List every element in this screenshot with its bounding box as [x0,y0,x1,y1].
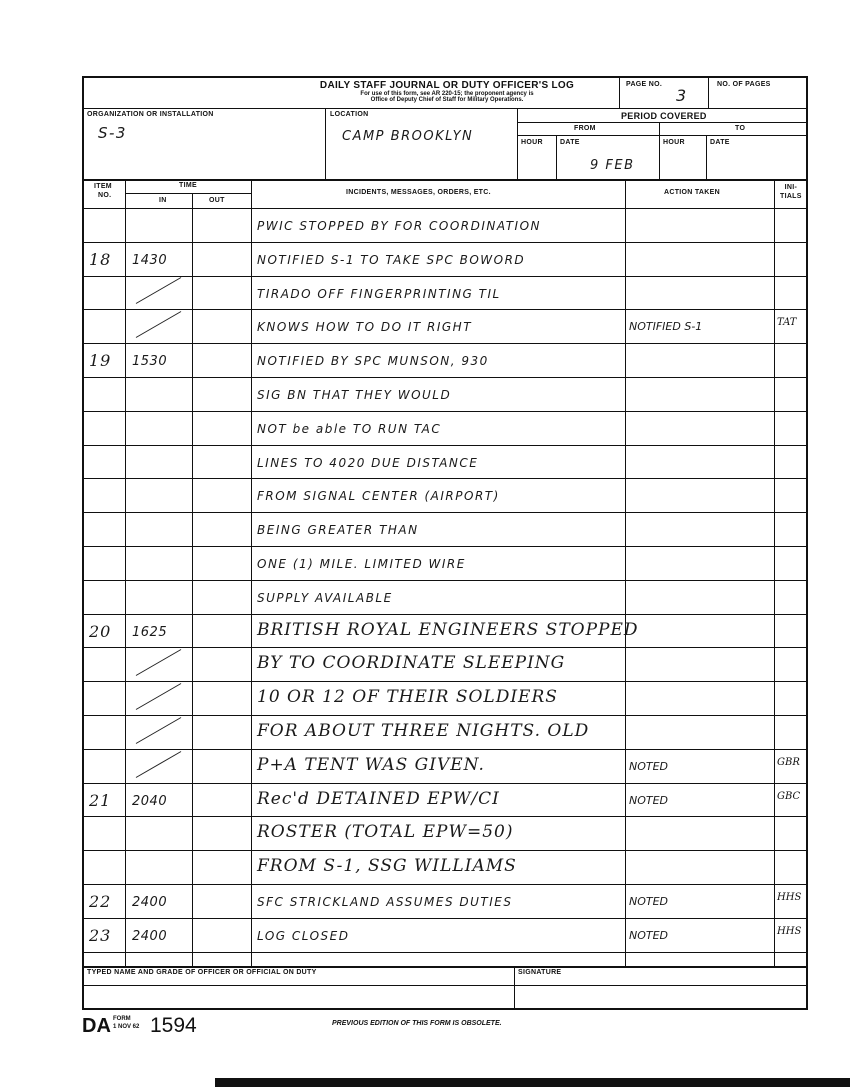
org-value: S-3 [98,124,127,142]
row-item-no: 18 [89,249,112,269]
time-strike-mark [136,277,182,304]
location-value: CAMP BROOKLYN [342,129,474,144]
row-incident-text: PWIC STOPPED BY FOR COORDINATION [257,219,541,233]
page-no-value: 3 [676,86,688,105]
page-no-label: PAGE NO. [626,81,663,88]
footer-da: DA [82,1015,111,1037]
footer-note: PREVIOUS EDITION OF THIS FORM IS OBSOLETE. [332,1020,502,1027]
row-item-no: 20 [89,621,112,641]
form-subtitle-2: Office of Deputy Chief of Staff for Military Operations. [370,97,524,103]
from-label: FROM [574,125,596,132]
row-time-in: 1430 [132,252,168,268]
location-label: LOCATION [330,111,369,118]
from-hour-label: HOUR [521,139,543,146]
officer-label: TYPED NAME AND GRADE OF OFFICER OR OFFICIAL ON DUTY [87,969,317,976]
row-time-in: 1530 [132,354,168,370]
row-time-in: 1625 [132,624,168,640]
period-label: PERIOD COVERED [621,111,707,121]
row-action-taken: NOTED [629,895,669,908]
row-item-no: 23 [89,925,112,945]
row-item-no: 21 [89,790,112,810]
time-label: TIME [179,182,197,189]
to-hour-label: HOUR [663,139,685,146]
row-action-taken: NOTIFIED S-1 [629,320,703,334]
row-incident-text: 10 OR 12 OF THEIR SOLDIERS [257,687,558,708]
time-strike-mark [136,311,182,338]
row-incident-text: Rec'd DETAINED EPW/CI [257,788,500,809]
time-in-label: IN [159,197,167,204]
row-initials: HHS [777,892,802,903]
row-item-no: 22 [89,892,112,911]
row-action-taken: NOTED [629,759,669,773]
row-item-no: 19 [89,351,112,371]
row-action-taken: NOTED [629,793,669,807]
initials-label: INI- TIALS [780,184,802,200]
from-date-value: 9 FEB [590,158,635,173]
row-incident-text: FROM S-1, SSG WILLIAMS [257,856,517,877]
org-label: ORGANIZATION OR INSTALLATION [87,111,214,118]
row-incident-text: NOTIFIED S-1 TO TAKE SPC BOWORD [257,252,526,267]
item-label: ITEM [94,183,112,190]
time-strike-mark [136,649,182,676]
row-time-in: 2400 [132,895,168,910]
row-incident-text: SUPPLY AVAILABLE [257,590,393,605]
row-incident-text: BRITISH ROYAL ENGINEERS STOPPED [257,619,639,640]
row-incident-text: SIG BN THAT THEY WOULD [257,388,452,402]
row-incident-text: BY TO COORDINATE SLEEPING [257,653,566,674]
row-time-in: 2400 [132,928,168,944]
no-of-pages-label: NO. OF PAGES [717,81,771,88]
row-incident-text: ROSTER (TOTAL EPW=50) [257,822,514,843]
row-initials: TAT [777,317,797,329]
row-incident-text: BEING GREATER THAN [257,523,419,538]
journal-form [82,76,808,1010]
row-time-in: 2040 [132,793,168,809]
row-incident-text: FOR ABOUT THREE NIGHTS. OLD [257,721,590,741]
scan-edge-shadow [215,1078,850,1087]
row-action-taken: NOTED [629,928,669,942]
row-incident-text: KNOWS HOW TO DO IT RIGHT [257,320,473,335]
row-incident-text: LINES TO 4020 DUE DISTANCE [257,455,479,470]
form-subtitle-1: For use of this form, see AR 220-15; the proponent agency is [360,91,534,97]
row-incident-text: P+A TENT WAS GIVEN. [257,754,485,775]
row-incident-text: NOT be able TO RUN TAC [257,421,442,436]
time-out-label: OUT [209,197,225,204]
row-incident-text: ONE (1) MILE. LIMITED WIRE [257,557,466,571]
form-title: DAILY STAFF JOURNAL OR DUTY OFFICER'S LOG [319,80,575,91]
row-incident-text: TIRADO OFF FINGERPRINTING TIL [257,286,501,301]
row-initials: HHS [777,925,802,937]
incidents-label: INCIDENTS, MESSAGES, ORDERS, ETC. [346,189,491,196]
signature-label: SIGNATURE [518,969,562,976]
action-label: ACTION TAKEN [664,189,720,196]
row-incident-text: SFC STRICKLAND ASSUMES DUTIES [257,895,513,909]
no-label: NO. [98,192,112,199]
row-initials: GBR [777,756,800,768]
time-strike-mark [136,683,182,710]
from-date-label: DATE [560,139,580,146]
time-strike-mark [136,751,182,778]
row-incident-text: LOG CLOSED [257,928,350,943]
row-incident-text: FROM SIGNAL CENTER (AIRPORT) [257,489,500,504]
time-strike-mark [136,717,182,744]
footer-date: 1 NOV 62 [113,1024,140,1030]
to-date-label: DATE [710,139,730,146]
footer-number: 1594 [150,1014,197,1037]
row-initials: GBC [777,790,801,802]
footer-form-word: FORM [113,1016,131,1022]
to-label: TO [735,125,746,132]
row-incident-text: NOTIFIED BY SPC MUNSON, 930 [257,354,489,369]
